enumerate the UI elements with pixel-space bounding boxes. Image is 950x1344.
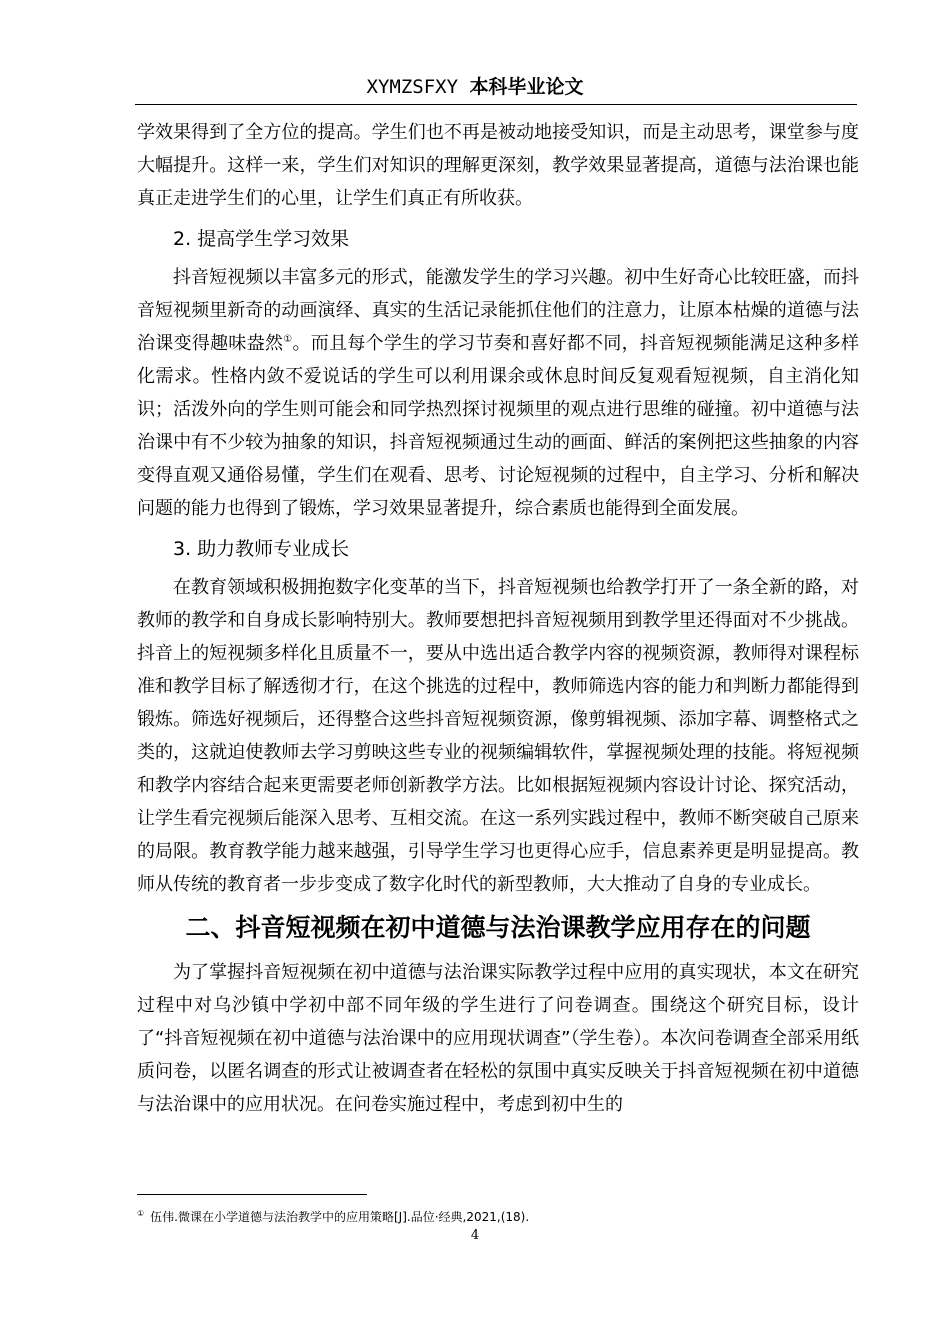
page-header: [0, 72, 950, 99]
page-number: 4: [470, 1228, 480, 1243]
paragraph-survey: 为了掌握抖音短视频在初中道德与法治课实际教学过程中应用的真实现状，本文在研究过程中对乌沙镇中学初中部不同年级的学生进行了问卷调查。围绕这个研究目标，设计了“抖音短视频在初中道德与法治课中的应用现状调查”（学生卷）。本次问卷调查全部采用纸质问卷，以匿名调查的形式让被调查者在轻松的氛围中真实反映关于抖音短视频在初中道德与法治课中的应用状况。在问卷实施过程中，考虑到初中生的: [137, 962, 859, 1115]
section-title: 二、抖音短视频在初中道德与法治课教学应用存在的问题: [185, 913, 811, 942]
footnote-reference[interactable]: ①: [283, 334, 293, 345]
page-body: [137, 116, 859, 1121]
paragraph-learning-effect: [137, 261, 859, 525]
subheading-improve-learning: 2. 提高学生学习效果: [173, 228, 350, 250]
header-rule: [135, 104, 857, 105]
footnote-rule: [137, 1194, 367, 1195]
header-title: 本科毕业论文: [469, 76, 584, 98]
paragraph-learning-effect-part1: 抖音短视频以丰富多元的形式，能激发学生的学习兴趣。初中生好奇心比较旺盛，而抖音短视频里新奇的动画演绎、真实的生活记录能抓住他们的注意力，让原本枯燥的道德与法治课变得趣味盎然: [137, 267, 859, 354]
paragraph-continued: 学效果得到了全方位的提高。学生们也不再是被动地接受知识，而是主动思考，课堂参与度大幅提升。这样一来，学生们对知识的理解更深刻，教学效果显著提高，道德与法治课也能真正走进学生们的心里，让学生们真正有所收获。: [137, 122, 859, 209]
paragraph-learning-effect-part2: 。而且每个学生的学习节奏和喜好都不同，抖音短视频能满足这种多样化需求。性格内敛不爱说话的学生可以利用课余或休息时间反复观看短视频，自主消化知识；活泼外向的学生则可能会和同学热烈探讨视频里的观点进行思维的碰撞。初中道德与法治课中有不少较为抽象的知识，抖音短视频通过生动的画面、鲜活的案例把这些抽象的内容变得直观又通俗易懂，学生们在观看、思考、讨论短视频的过程中，自主学习、分析和解决问题的能力也得到了锻炼，学习效果显著提升，综合素质也能得到全面发展。: [137, 333, 859, 519]
header-school-code: XYMZSFXY: [366, 76, 459, 98]
footnote: [137, 1208, 529, 1225]
footnote-text: 伍伟.微课在小学道德与法治教学中的应用策略[J].品位·经典,2021,(18).: [150, 1210, 530, 1224]
subheading-teacher-growth: 3. 助力教师专业成长: [173, 538, 350, 560]
paragraph-teacher-growth: 在教育领域积极拥抱数字化变革的当下，抖音短视频也给教学打开了一条全新的路，对教师的教学和自身成长影响特别大。教师要想把抖音短视频用到教学里还得面对不少挑战。抖音上的短视频多样化且质量不一，要从中选出适合教学内容的视频资源，教师得对课程标准和教学目标了解透彻才行，在这个挑选的过程中，教师筛选内容的能力和判断力都能得到锻炼。筛选好视频后，还得整合这些抖音短视频资源，像剪辑视频、添加字幕、调整格式之类的，这就迫使教师去学习剪映这些专业的视频编辑软件，掌握视频处理的技能。将短视频和教学内容结合起来更需要老师创新教学方法。比如根据短视频内容设计讨论、探究活动，让学生看完视频后能深入思考、互相交流。在这一系列实践过程中，教师不断突破自己原来的局限。教育教学能力越来越强，引导学生学习也更得心应手，信息素养更是明显提高。教师从传统的教育者一步步变成了数字化时代的新型教师，大大推动了自身的专业成长。: [137, 577, 859, 895]
footnote-mark: ①: [137, 1209, 145, 1218]
